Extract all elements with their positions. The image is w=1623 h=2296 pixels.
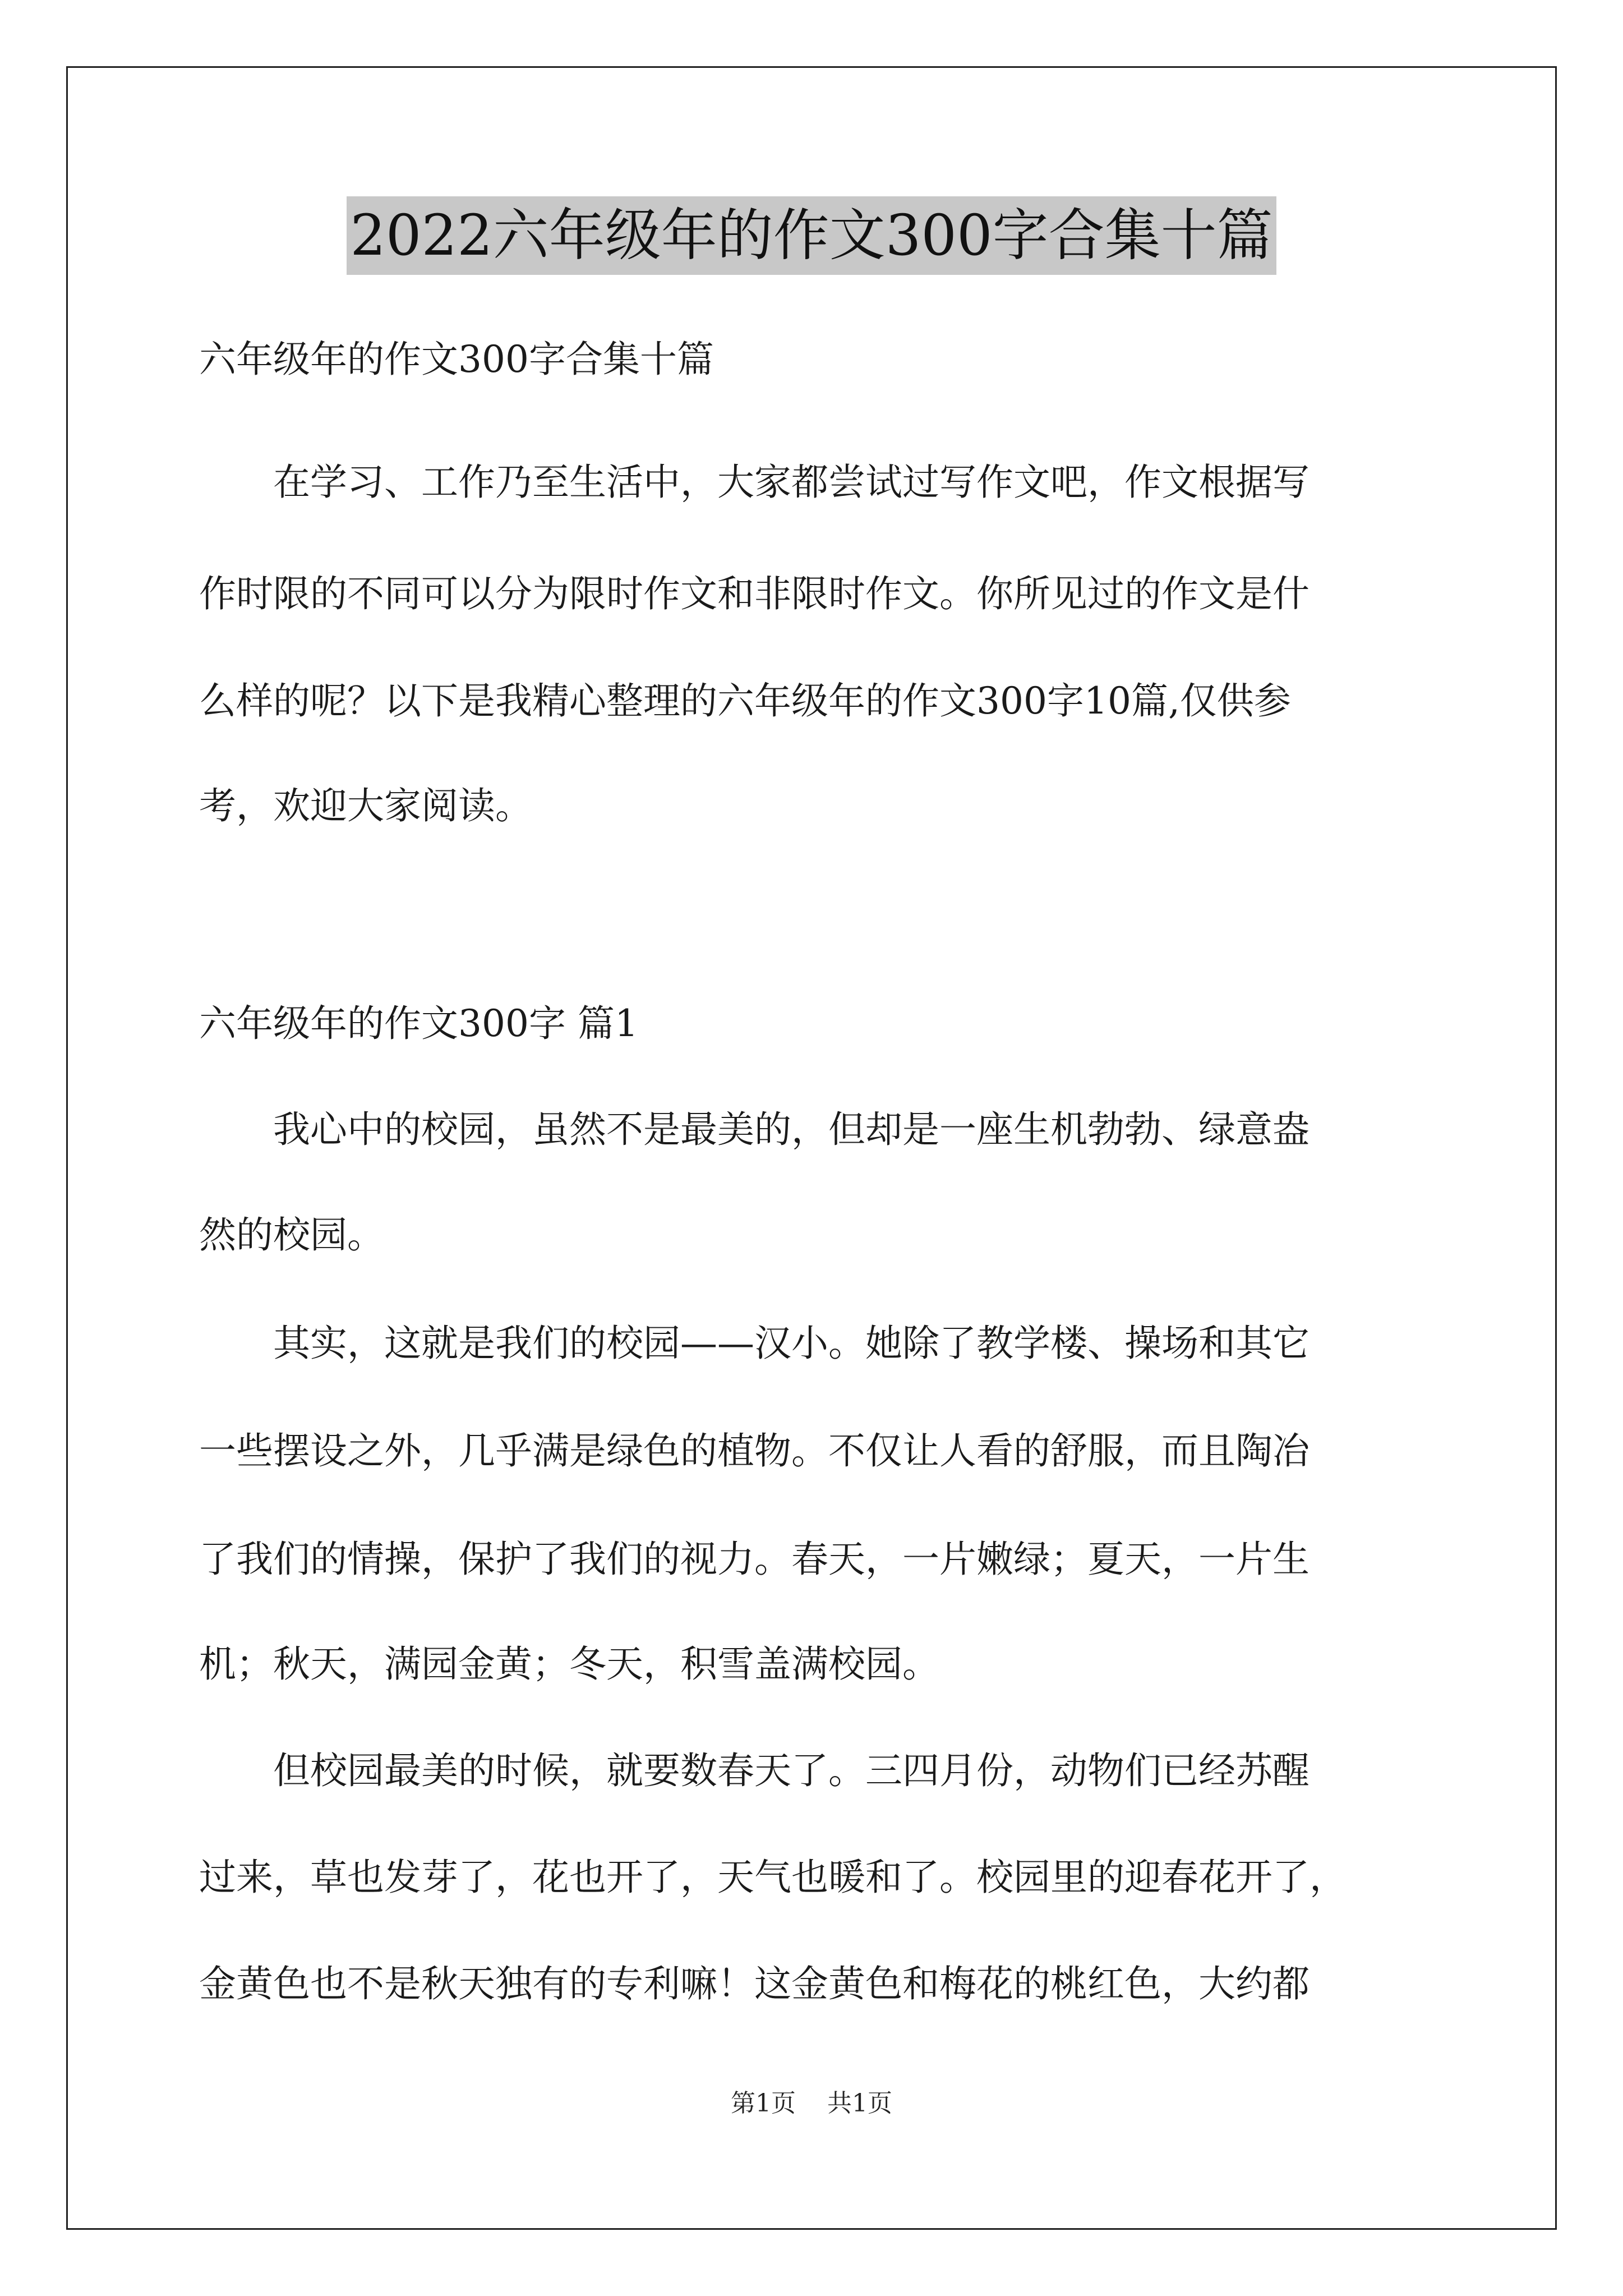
title-container <box>0 196 1623 275</box>
body-line: 我心中的校园，虽然不是最美的，但却是一座生机勃勃、绿意盎 <box>199 1108 1310 1151</box>
section-heading: 六年级年的作文300字 篇1 <box>199 1002 638 1045</box>
body-line: 一些摆设之外，几乎满是绿色的植物。不仅让人看的舒服，而且陶冶 <box>199 1429 1310 1473</box>
body-line: 了我们的情操，保护了我们的视力。春天，一片嫩绿；夏天，一片生 <box>199 1538 1310 1581</box>
body-line: 机；秋天，满园金黄；冬天，积雪盖满校园。 <box>199 1642 939 1686</box>
body-line: 六年级年的作文300字合集十篇 <box>199 338 714 381</box>
body-line: 在学习、工作乃至生活中，大家都尝试过写作文吧，作文根据写 <box>199 461 1310 504</box>
page-total: 共1页 <box>827 2089 892 2118</box>
body-line: 考，欢迎大家阅读。 <box>199 784 532 827</box>
body-line: 过来，草也发芽了，花也开了，天气也暖和了。校园里的迎春花开了， <box>199 1856 1347 1899</box>
body-line: 么样的呢？以下是我精心整理的六年级年的作文300字10篇,仅供参 <box>199 679 1291 723</box>
body-line: 金黄色也不是秋天独有的专利嘛！这金黄色和梅花的桃红色，大约都 <box>199 1962 1310 2005</box>
body-line: 作时限的不同可以分为限时作文和非限时作文。你所见过的作文是什 <box>199 572 1310 615</box>
document-title: 2022六年级年的作文300字合集十篇 <box>347 196 1276 275</box>
page-footer <box>0 2087 1623 2120</box>
body-line: 但校园最美的时候，就要数春天了。三四月份，动物们已经苏醒 <box>199 1749 1310 1792</box>
body-line: 然的校园。 <box>199 1213 384 1257</box>
body-line: 其实，这就是我们的校园——汉小。她除了教学楼、操场和其它 <box>199 1322 1310 1365</box>
page-number: 第1页 <box>731 2089 796 2118</box>
